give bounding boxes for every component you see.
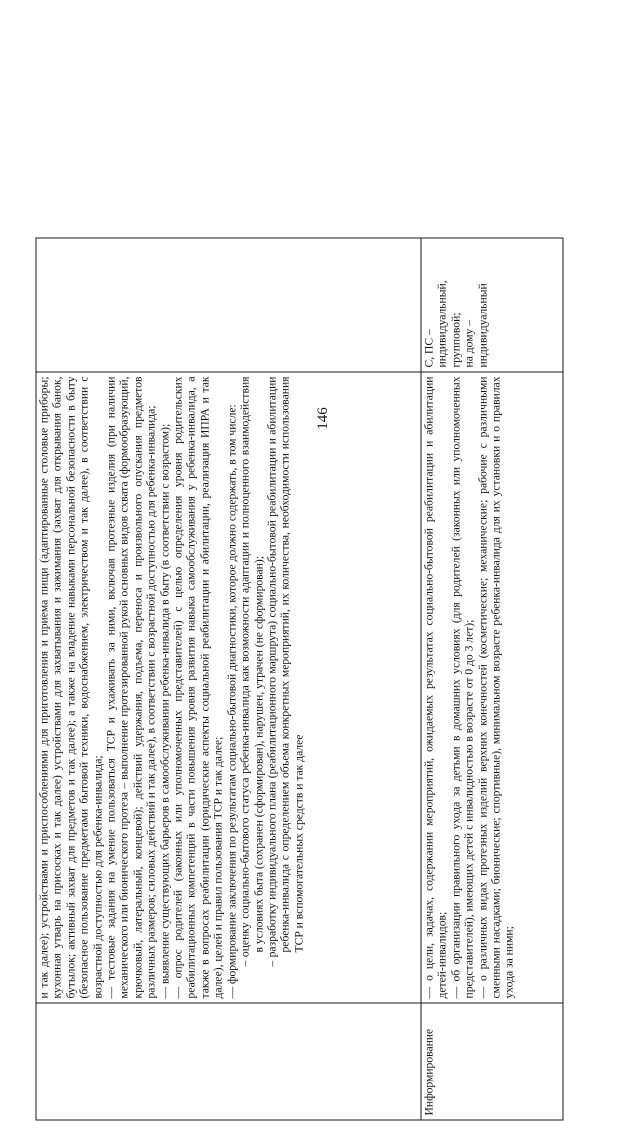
content-line: — выявление существующих барьеров в самообслуживании ребенка-инвалида в быту (в соответствии с возрастом); — [158, 423, 172, 999]
form-line: на дому – — [462, 319, 476, 368]
service-content-cell — [36, 372, 421, 1003]
service-table-page — [36, 266, 566, 1121]
content-line: — тестовые задания на умение пользоваться ТСР и ухаживать за ними, включая протезные изделия (при наличии механического или бионического протеза – выполнение протезированной рукой основных видов схвата (формообразующий, крючковый, латеральный, концевой); действий удержания, подъема, переноса и произвольного опускания предметов различных размеров; силовых действий и так далее), в соответствии с возрастной доступностью для ребенка-инвалида; — [104, 376, 158, 999]
table-row — [421, 238, 563, 1120]
content-sub-item: – оценку социально-бытового статуса ребенка-инвалида как возможности адаптации и полноценного взаимодействия в условиях быта (сохранен (сформирован), нарушен, утрачен (не сформирован); — [238, 376, 265, 967]
service-name-cell — [36, 1003, 421, 1120]
form-line: групповой; — [449, 312, 463, 368]
content-line: — опрос родителей (законных или уполномоченных представителей) с целью определения уровня родительских реабилитационных компетенций в части повышения уровня развития навыка самообслуживания у ребенка-инвалида, а также в вопросах реабилитации (юридические аспекты социальной реабилитации и абилитации, реализация ИПРА и так далее), целей и правил пользования ТСР и так далее; — [171, 376, 225, 999]
form-line: индивидуальный, — [435, 280, 449, 368]
service-form-cell — [36, 238, 421, 372]
service-content-cell — [421, 372, 563, 1003]
content-line: — формирование заключения по результатам социально-бытовой диагностики, которое должно содержать, в том числе: — [225, 404, 239, 999]
content-sub-item: – разработку индивидуального плана (реабилитационного маршрута) социально-бытовой реабилитации и абилитации ребенка-инвалида с определением объема конкретных мероприятий, их количества, необходимости использования ТСР и вспомогательных средств и так далее — [265, 376, 306, 967]
service-name-cell: Информирование — [421, 1003, 563, 1120]
content-line: — о цели, задачах, содержании мероприятий, ожидаемых результатах социально-бытовой реабилитации и абилитации детей-инвалидов; — [422, 376, 449, 999]
content-line: — об организации правильного ухода за детьми в домашних условиях (для родителей (законных или уполномоченных представителей), имеющих детей с инвалидностью в возрасте от 0 до 3 лет); — [449, 376, 476, 999]
service-table — [36, 238, 564, 1121]
table-row — [36, 238, 421, 1120]
service-form-cell — [421, 238, 563, 372]
page-number: 146 — [314, 407, 331, 430]
content-line: — о различных видах протезных изделий верхних конечностей (косметические; механические; рабочие с различными сменными насадками; бионические; спортивные), минимальном возрасте ребенка-инвалида для их установки и о правилах ухода за ними; — [476, 376, 516, 999]
form-line: индивидуальный — [476, 283, 490, 368]
form-line: С, ПС – — [422, 329, 436, 368]
content-line: и так далее); устройствами и приспособлениями для приготовления и приема пищи (адаптированные столовые приборы; кухонная утварь на присосках и так далее) устройствами для захватывания и зажимания (захват для открывания банок, бутылок; активный захват для предметов и так далее); а также на владение навыками персональной безопасности в быту (безопасное пользование предметами бытовой техники, водоснабжением, электричеством и так далее), в соответствии с возрастной доступностью для ребенка-инвалида; — [37, 376, 105, 999]
